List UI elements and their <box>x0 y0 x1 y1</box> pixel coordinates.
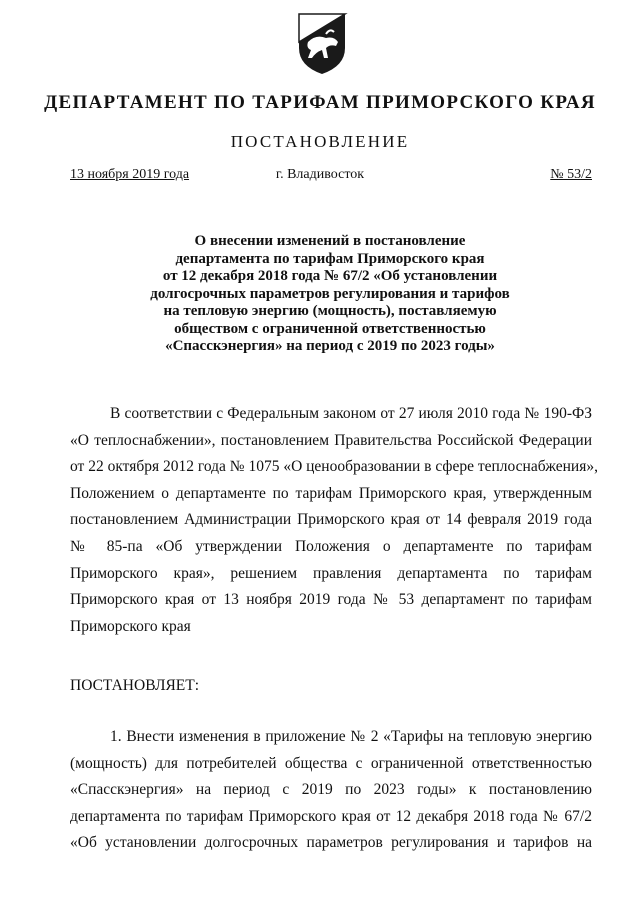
preamble-line: Приморского края <box>70 617 191 635</box>
item-1-line: департамента по тарифам Приморского края от 12 декабря 2018 года № 67/2 <box>70 807 592 825</box>
item-1-line: «Спасскэнергия» на период с 2019 по 2023 годы» к постановлению <box>70 781 592 799</box>
preamble-line: Приморского края от 13 ноября 2019 года № 53 департамент по тарифам <box>70 591 592 609</box>
title-line: долгосрочных параметров регулирования и тарифов <box>150 285 510 302</box>
resolves-heading: ПОСТАНОВЛЯЕТ: <box>70 677 200 694</box>
document-date: 13 ноября 2019 года <box>70 167 190 182</box>
item-1-line: 1. Внести изменения в приложение № 2 «Тарифы на тепловую энергию <box>110 728 592 745</box>
title-line: от 12 декабря 2018 года № 67/2 «Об установлении <box>162 268 498 284</box>
item-1-paragraph <box>70 724 592 857</box>
title-line: департамента по тарифам Приморского края <box>175 250 485 267</box>
preamble-line: В соответствии с Федеральным законом от 27 июля 2010 года № 190-ФЗ <box>110 405 592 422</box>
preamble-line: Положением о департаменте по тарифам Приморского края, утвержденным <box>70 484 592 502</box>
preamble-paragraph <box>70 401 598 640</box>
document-title <box>80 233 580 356</box>
title-line: «Спасскэнергия» на период с 2019 по 2023 годы» <box>165 338 495 354</box>
document-number: № 53/2 <box>550 167 592 182</box>
document-type: ПОСТАНОВЛЕНИЕ <box>230 132 410 151</box>
title-line: обществом с ограниченной ответственностью <box>174 320 486 337</box>
item-1-line: «Об установлении долгосрочных параметров регулирования и тарифов на <box>70 834 592 852</box>
title-line: на тепловую энергию (мощность), поставляемую <box>163 303 497 319</box>
preamble-line: Приморского края», решением правления департамента по тарифам <box>70 564 592 582</box>
department-name: ДЕПАРТАМЕНТ ПО ТАРИФАМ ПРИМОРСКОГО КРАЯ <box>44 92 596 113</box>
preamble-line: от 22 октября 2012 года № 1075 «О ценообразовании в сфере теплоснабжения», <box>70 458 598 476</box>
item-1-line: (мощность) для потребителей общества с ограниченной ответственностью <box>70 754 592 772</box>
title-line: О внесении изменений в постановление <box>194 233 466 249</box>
document-city: г. Владивосток <box>275 167 365 182</box>
preamble-line: постановлением Администрации Приморского края от 14 февраля 2019 года <box>70 511 592 529</box>
coat-of-arms-icon <box>296 12 348 76</box>
preamble-line: «О теплоснабжении», постановлением Правительства Российской Федерации <box>70 431 592 449</box>
preamble-line: № 85-па «Об утверждении Положения о департаменте по тарифам <box>70 537 592 555</box>
